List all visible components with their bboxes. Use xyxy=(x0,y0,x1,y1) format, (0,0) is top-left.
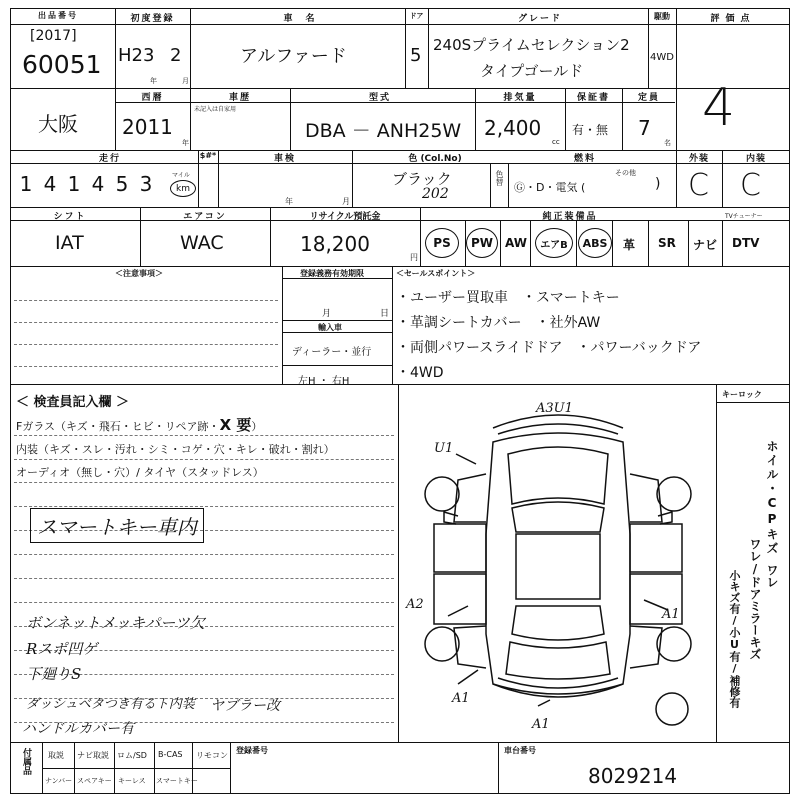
caution-line xyxy=(14,322,278,323)
interior: C xyxy=(740,168,761,203)
lot-label-line xyxy=(10,24,115,25)
sales-point: ・4WD xyxy=(396,365,444,381)
caution-label: ＜注意事項＞ xyxy=(115,269,163,278)
first-reg-month: 2 xyxy=(170,45,182,66)
acc-item: ロム/SD xyxy=(117,751,147,760)
rear-window xyxy=(512,606,604,640)
spare-wheel xyxy=(656,693,688,725)
equip-label: 純正装備品 xyxy=(542,212,598,222)
key-lock-label: キーロック xyxy=(722,390,762,399)
tv-tuner-label: TVチューナー xyxy=(725,213,763,220)
mileage-digits xyxy=(14,172,158,196)
acc-item: ナンバー xyxy=(45,777,73,785)
equip-pw-label: PW xyxy=(470,236,494,250)
footer-div-reg xyxy=(498,742,499,794)
left-front-door xyxy=(434,524,486,572)
footer-div-1 xyxy=(74,742,75,794)
audio-underline xyxy=(14,482,394,483)
div-eq1 xyxy=(500,220,501,266)
right-front-door xyxy=(630,524,682,572)
wheel-front-left xyxy=(425,477,459,511)
hand-note: ダッシュベタつき有るト内装 xyxy=(26,697,195,712)
equip-ps-label: PS xyxy=(433,236,451,250)
row1-header-line xyxy=(115,24,790,25)
div-eq2 xyxy=(612,220,613,266)
drive-label: 駆動 xyxy=(654,12,670,21)
acc-item: ナビ取説 xyxy=(77,751,109,760)
div-eq7 xyxy=(576,220,577,266)
mark-u1: U1 xyxy=(434,441,454,456)
km-unit-circle xyxy=(170,180,196,197)
reg-expiry-day: 日 xyxy=(380,309,390,319)
sales-label: ＜セールスポイント＞ xyxy=(396,269,476,278)
meter-label: $#* xyxy=(199,151,217,160)
lot-number: 60051 xyxy=(22,50,102,79)
door-label: ドア xyxy=(409,12,424,20)
glass-line xyxy=(16,414,262,435)
div-color xyxy=(352,150,353,207)
footer-div-4 xyxy=(192,742,193,794)
recycle: 18,200 xyxy=(300,232,370,256)
div-equip xyxy=(420,207,421,266)
keylock-line xyxy=(716,402,790,403)
legend-col-4: 小キズ有/小U有/補修有 xyxy=(728,570,741,708)
acc-item: 取説 xyxy=(48,751,64,760)
doors: 5 xyxy=(410,45,422,66)
wheel-rear-right xyxy=(657,627,691,661)
wheel-front-right xyxy=(657,477,691,511)
legend-col-1: ホイル・CPキズ xyxy=(765,440,779,556)
hood xyxy=(508,447,608,504)
fuel-other: その他 xyxy=(615,169,636,177)
legend-col-2: ワレ/ドアミラーキズ xyxy=(748,538,762,660)
hand-note: ハンドルカバー有 xyxy=(22,721,134,737)
color-label: 色 (Col.No) xyxy=(408,154,462,164)
row4-bottom xyxy=(10,266,790,267)
front-bumper xyxy=(493,415,623,428)
shift: IAT xyxy=(55,232,84,254)
div-eq4 xyxy=(688,220,689,266)
div-sales xyxy=(392,266,393,384)
inspector-line xyxy=(14,506,394,507)
footer-top xyxy=(10,742,790,743)
displacement: 2,400 xyxy=(484,116,542,140)
recycle-label: リサイクル預託金 xyxy=(309,212,381,222)
tailgate xyxy=(506,642,610,679)
div-fuel xyxy=(508,163,509,207)
interior-underline xyxy=(14,459,394,460)
mileage-digit: 1 xyxy=(19,172,33,196)
row1-bottom xyxy=(10,88,790,89)
cc-unit: cc xyxy=(552,138,560,146)
dealer-bottom xyxy=(282,365,392,366)
mark-line xyxy=(456,454,476,464)
sales-point: ・ユーザー買取車 ・スマートキー xyxy=(396,290,620,306)
hand-note: 下廻りS xyxy=(26,665,82,683)
first-reg-era: H23 xyxy=(118,45,155,66)
year-tag: [2017] xyxy=(30,28,77,44)
acc-item: キーレス xyxy=(118,777,146,785)
grade-label: グレード xyxy=(517,14,562,24)
shift-label: シフト xyxy=(53,212,87,222)
hand-note-side: ヤブラー改 xyxy=(210,698,280,714)
acc-item: B-CAS xyxy=(158,750,183,759)
boxed-note: スマートキー車内 xyxy=(30,508,204,543)
mileage-digit: 5 xyxy=(115,172,129,196)
score-label: 評価点 xyxy=(710,14,756,24)
left-rear-door xyxy=(434,574,486,624)
mark-line xyxy=(538,700,550,706)
equip-aw: AW xyxy=(505,236,527,250)
equip-dtv: DTV xyxy=(732,236,760,250)
reg-expiry-label: 登録義務有効期限 xyxy=(300,269,364,278)
inspection-month-unit: 月 xyxy=(342,197,350,206)
chassis-note: 未記入は自家用 xyxy=(194,106,237,113)
sales-point: ・革調シートカバー ・社外AW xyxy=(396,315,601,331)
div-reg xyxy=(190,8,191,88)
caution-line xyxy=(14,344,278,345)
inspector-line xyxy=(14,554,394,555)
drive: 4WD xyxy=(650,52,674,63)
capacity: 7 xyxy=(638,116,651,140)
footer-div-acc xyxy=(42,742,43,794)
div-chassis xyxy=(290,88,291,150)
import-top xyxy=(282,320,392,321)
color-side-label: 色替 xyxy=(495,170,504,186)
first-reg-year-unit: 年 xyxy=(150,77,157,85)
grade-line2: タイプゴールド xyxy=(480,62,584,80)
acc-item: スマートキー xyxy=(156,777,198,785)
equip-airbag-label: エアB xyxy=(540,239,568,251)
equip-pw xyxy=(466,228,498,258)
car-body xyxy=(486,433,630,694)
footer-div-3 xyxy=(154,742,155,794)
div-legend xyxy=(716,384,717,742)
km-unit: km xyxy=(176,183,190,194)
capacity-label: 定員 xyxy=(637,93,660,103)
div-recycle xyxy=(270,207,271,266)
model-year-unit: 年 xyxy=(182,139,189,147)
mark-a3u1: A3U1 xyxy=(536,401,573,416)
reg-expiry-month: 月 xyxy=(322,309,332,319)
chassis-no-label: 車台番号 xyxy=(504,746,536,755)
glass-text: Fガラス（キズ・飛石・ヒビ・リペア跡・ xyxy=(16,420,220,433)
interior-line: 内装（キズ・スレ・汚れ・シミ・コゲ・穴・キレ・破れ・割れ） xyxy=(16,443,335,456)
exterior-label: 外装 xyxy=(688,154,709,164)
div-eq3 xyxy=(648,220,649,266)
roof xyxy=(516,534,600,599)
footer-mid xyxy=(42,768,230,769)
mileage-digit: 1 xyxy=(67,172,81,196)
inspection-year-unit: 年 xyxy=(285,197,293,206)
ac-label: エアコン xyxy=(183,212,227,222)
equip-leather: 革 xyxy=(623,238,636,252)
equip-abs-label: ABS xyxy=(582,236,608,250)
hand-note: ボンネットメッキパーツ欠 xyxy=(26,614,205,632)
mark-a1-rear: A1 xyxy=(452,691,470,706)
mileage-digit: 4 xyxy=(43,172,57,196)
windshield xyxy=(512,502,604,532)
region: 大阪 xyxy=(38,112,78,136)
caution-line xyxy=(14,300,278,301)
acc-item: スペアキー xyxy=(77,777,112,785)
color-code: 202 xyxy=(422,186,449,202)
footer-div-2 xyxy=(114,742,115,794)
grade-line1: 240Sプライムセレクション2 xyxy=(433,36,630,54)
equip-sr: SR xyxy=(658,236,676,250)
reg-no-label: 登録番号 xyxy=(236,746,268,755)
inspector-title: ＜ 検査員記入欄 ＞ xyxy=(16,395,130,410)
inspection-label: 車検 xyxy=(273,154,296,164)
equip-navi: ナビ xyxy=(693,238,718,252)
fuel-close: ) xyxy=(655,176,661,192)
glass-mark: X 要 xyxy=(219,416,252,434)
equip-ps xyxy=(425,228,459,258)
first-reg-label: 初度登録 xyxy=(130,14,175,24)
row3-bottom xyxy=(10,207,790,208)
model-label: 型式 xyxy=(368,93,391,103)
footer-div-5 xyxy=(230,742,231,794)
div-colorside xyxy=(490,163,491,207)
glass-close: ） xyxy=(251,420,263,433)
mark-line xyxy=(448,606,468,616)
mark-a2: A2 xyxy=(406,597,424,612)
wheel-rear-left xyxy=(425,627,459,661)
hand-note: Rスポ凹ゲ xyxy=(26,640,98,658)
div-reg-expiry xyxy=(282,266,283,384)
fuel-options: Ⓖ・D・電気 ( xyxy=(514,181,586,194)
fuel-label: 燃料 xyxy=(573,154,596,164)
car-damage-diagram xyxy=(398,384,716,742)
interior-label: 内装 xyxy=(745,154,766,164)
inspector-line xyxy=(14,602,394,603)
audio-line: オーディオ（無し・穴）/ タイヤ（スタッドレス） xyxy=(16,466,264,479)
acc-label: 付属品 xyxy=(21,748,31,775)
car-name: アルファード xyxy=(240,46,347,67)
sales-point: ・両側パワースライドドア ・パワーバックドア xyxy=(396,340,702,356)
first-reg-month-unit: 月 xyxy=(182,77,189,85)
acc-item: リモコン xyxy=(196,751,228,760)
score: 4 xyxy=(702,78,736,138)
warranty-label: 保証書 xyxy=(576,93,610,103)
equip-abs xyxy=(578,228,612,258)
exterior: C xyxy=(688,168,709,203)
div-door xyxy=(428,8,429,88)
div-inspection xyxy=(218,150,219,207)
import-label: 輸入車 xyxy=(318,323,342,332)
caution-line xyxy=(14,366,278,367)
mileage-digit: 3 xyxy=(139,172,153,196)
warranty: 有・無 xyxy=(572,123,609,137)
venue-label: 出品番号 xyxy=(38,11,78,20)
row4-header-line xyxy=(10,220,790,221)
capacity-unit: 名 xyxy=(664,139,671,147)
div-ac xyxy=(140,207,141,266)
model-year: 2011 xyxy=(122,115,173,139)
equip-airbag xyxy=(535,228,573,258)
mark-line xyxy=(458,670,478,684)
color: ブラック xyxy=(392,170,452,188)
dealer: ディーラー・並行 xyxy=(292,347,372,358)
chassis-no: 8029214 xyxy=(588,764,678,788)
year-label: 西暦 xyxy=(141,93,164,103)
div-eq6 xyxy=(530,220,531,266)
inspector-line xyxy=(14,578,394,579)
yen-unit: 円 xyxy=(410,253,418,262)
mileage-label: 走行 xyxy=(98,154,121,164)
glass-underline xyxy=(14,435,394,436)
car-name-label: 車 名 xyxy=(283,14,317,24)
displacement-label: 排気量 xyxy=(503,93,537,103)
mile-unit: マイル xyxy=(172,172,190,179)
div-capacity xyxy=(676,88,677,150)
ac: WAC xyxy=(180,232,224,254)
legend-col-3: ワレ xyxy=(765,564,779,588)
mark-a1-bottom: A1 xyxy=(532,717,550,732)
mileage-digit: 4 xyxy=(91,172,105,196)
model-code: DBA － ANH25W xyxy=(305,120,462,142)
div-eq5 xyxy=(722,220,723,266)
chassis-label: 車歴 xyxy=(228,93,251,103)
handle: 左H ・ 右H xyxy=(298,376,350,387)
mark-a1-right: A1 xyxy=(662,607,680,622)
rear-bumper xyxy=(493,684,623,697)
